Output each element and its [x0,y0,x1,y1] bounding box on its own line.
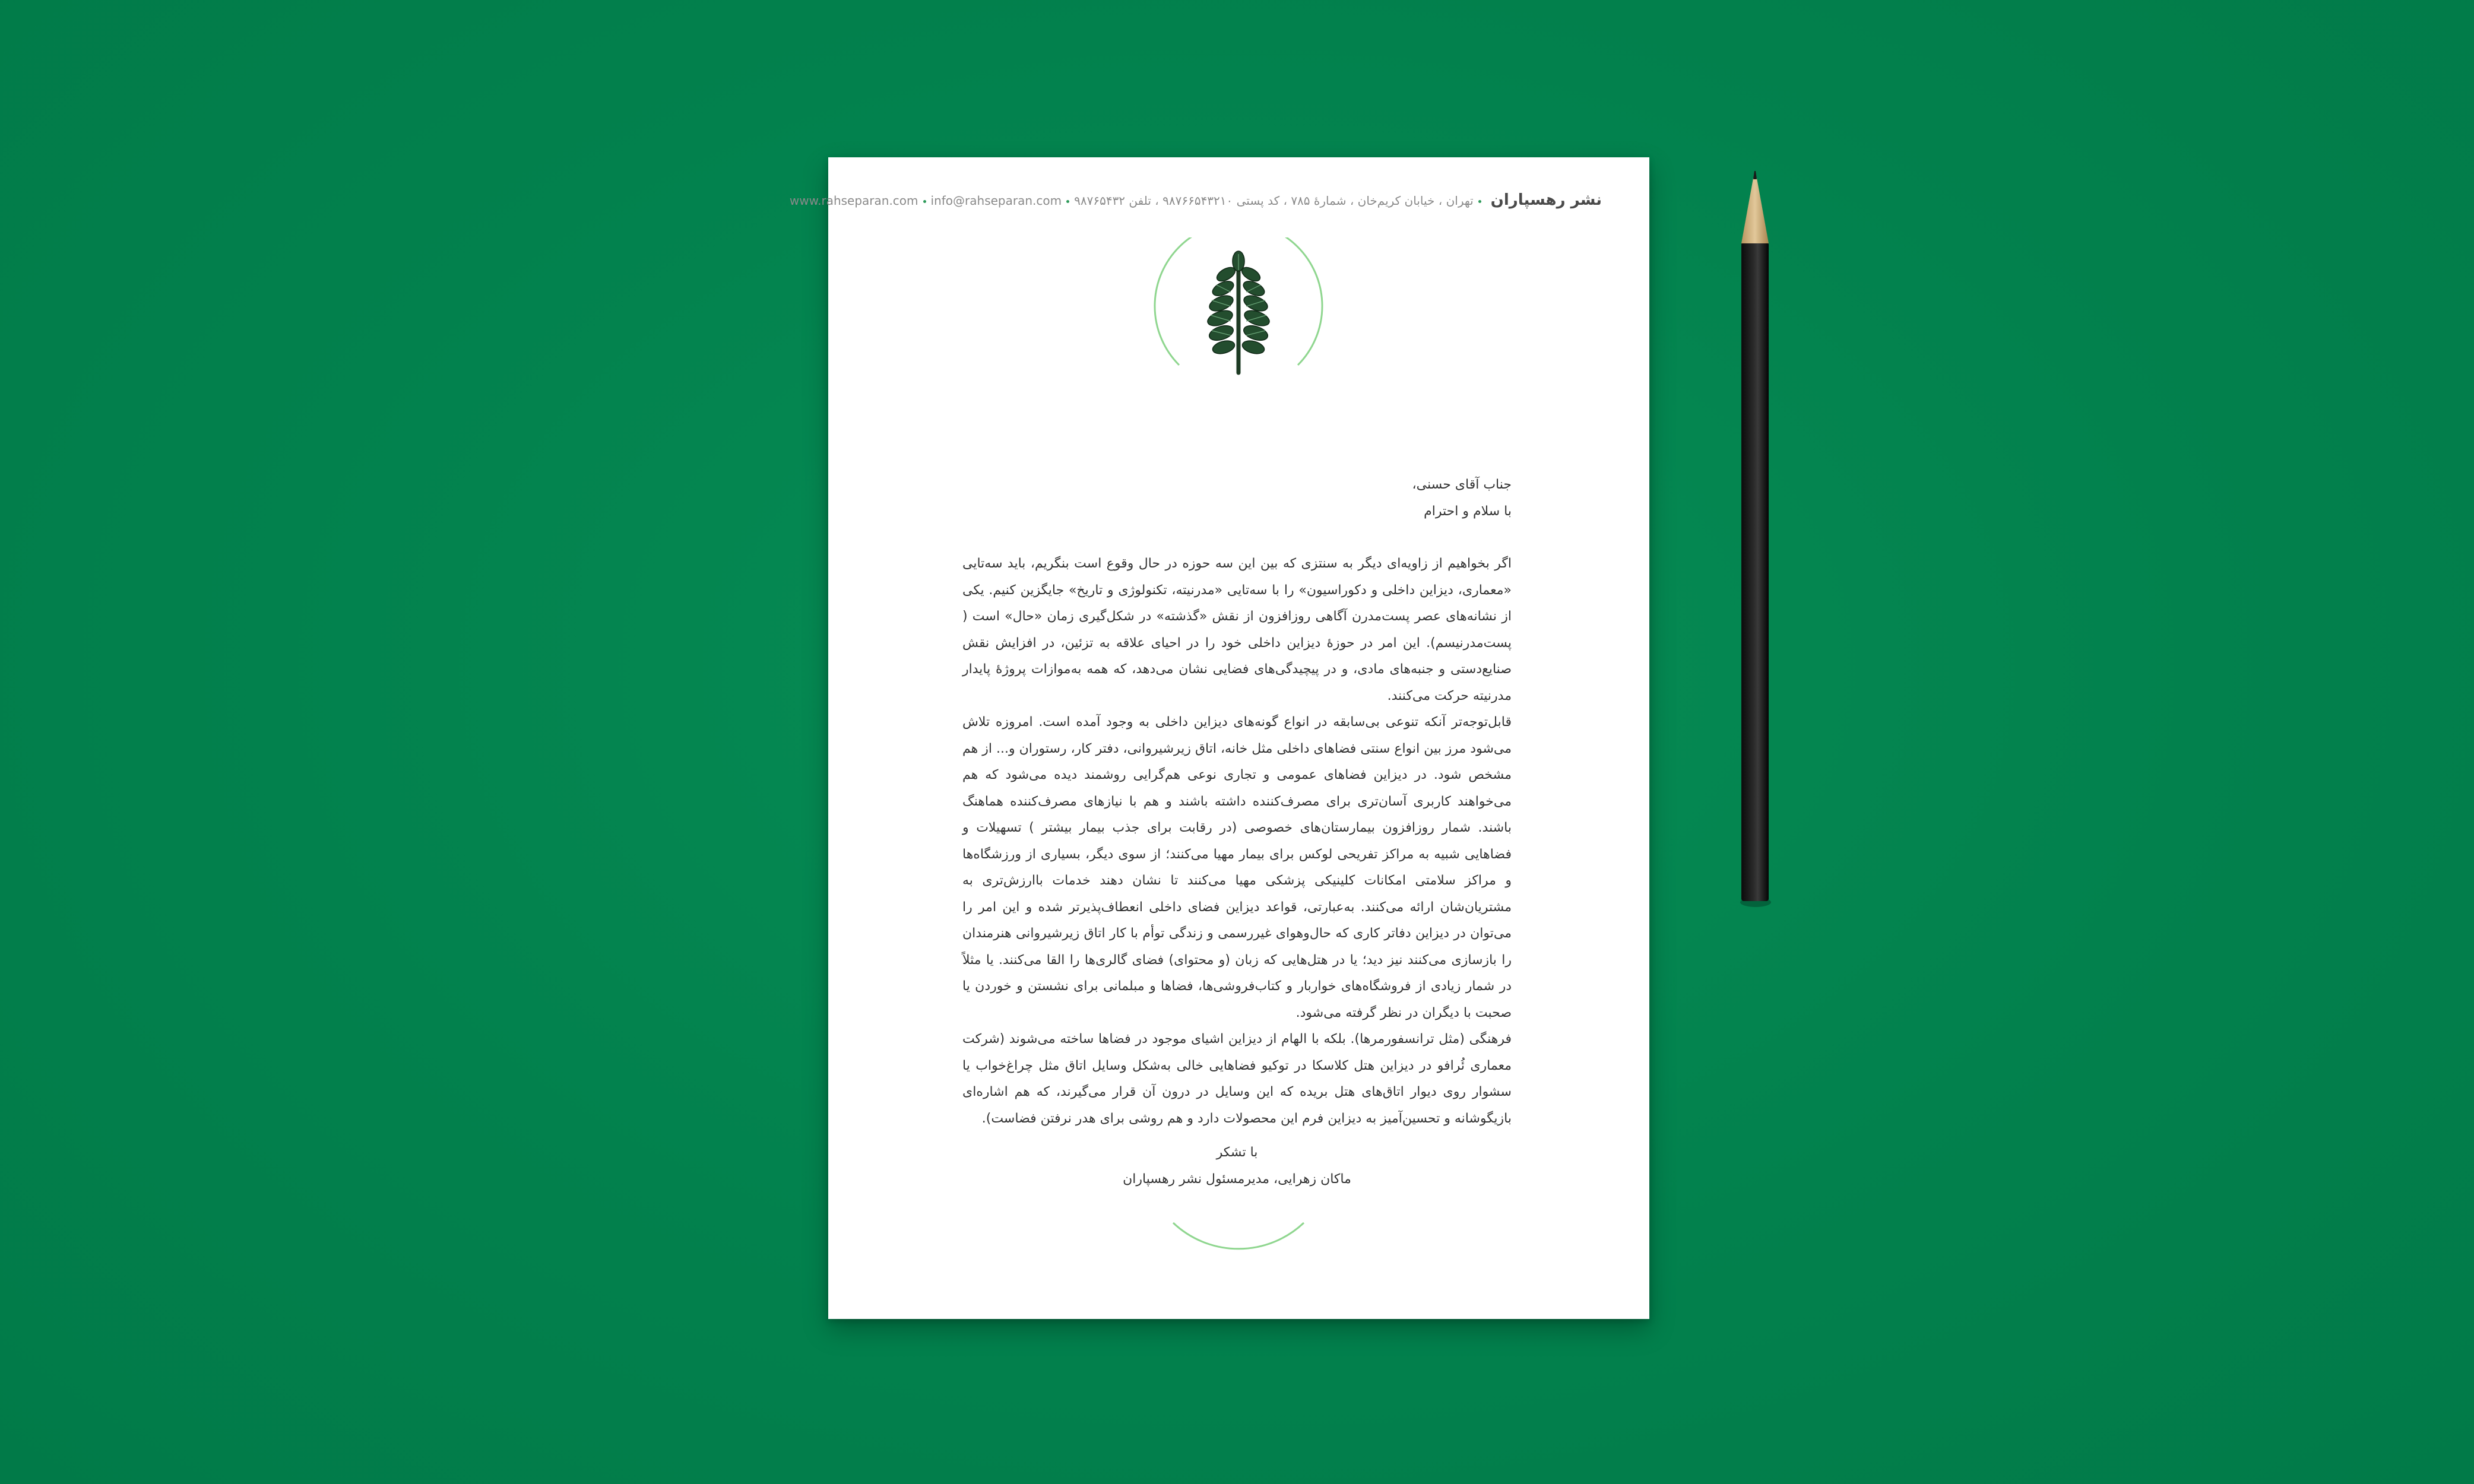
paragraph-1: اگر بخواهیم از زاویه‌ای دیگر به سنتزی که بین این سه حوزه در حال وقوع است بنگریم، باید سه‌تایی «معماری، دیزاین داخلی و دکوراسیون» را با سه‌تایی «مدرنیته، تکنولوژی و تاریخ» جایگزین کنیم. یکی از نشانه‌های عصر پست‌مدرن آگاهی روزافزون از نقش «گذشته» در شکل‌گیری زمان «حال» است ( پست‌مدرنیسم). این امر در حوزهٔ دیزاین داخلی خود را در احیای علاقه به تزئین، در افزایش نقش صنایع‌دستی و جنبه‌های مادی، و در پیچیدگی‌های فضایی نشان می‌دهد، که همه به‌موازات پروژهٔ پایدار مدرنیته حرکت می‌کنند. [962,556,1512,703]
website-link: www.rahseparan.com [789,194,918,208]
email-address: info@rahseparan.com [930,194,1062,208]
separator-dot [1478,200,1481,203]
closing-block [962,1140,1512,1193]
greeting-block [962,472,1512,525]
bottom-arc-decoration [1170,1220,1307,1285]
separator-dot [1066,200,1069,203]
salutation: جناب آقای حسنی، [1412,477,1512,492]
paragraph-3: فرهنگی (مثل ترانسفورمرها). بلکه با الهام از دیزاین اشیای موجود در فضاها ساخته می‌شوند (شرکت معماری ئُرافو در دیزاین هتل کلاسکا در توکیو فضاهایی خالی به‌شکل وسایل اتاق مثل چراغ‌خواب یا سشوار روی دیوار اتاق‌های هتل بریده که این وسایل در درون آن قرار می‌گیرند، که هم اشاره‌ای بازیگوشانه و تحسین‌آمیز به دیزاین فرم این محصولات دارد و هم روشی برای هدر نرفتن فضاست). [962,1032,1512,1126]
address-line: تهران ، خیابان کریم‌خان ، شمارهٔ ۷۸۵ ، کد پستی ۹۸۷۶۶۵۴۳۲۱۰ ، تلفن ۹۸۷۶۵۴۳۲ [1074,194,1474,208]
paragraph-2: قابل‌توجه‌تر آنکه تنوعی بی‌سابقه در انواع گونه‌های دیزاین داخلی به وجود آمده است. امروزه تلاش می‌شود مرز بین انواع سنتی فضاهای داخلی مثل خانه، اتاق زیرشیروانی، دفتر کار، رستوران و... از هم مشخص شود. در دیزاین فضاهای عمومی و تجاری نوعی هم‌گرایی روشمند دیده می‌شود که هم می‌خواهند کاربری آسان‌تری برای مصرف‌کننده داشته باشند و هم با نیازهای مصرف‌کننده هماهنگ باشند. شمار روزافزون بیمارستان‌های خصوصی (در رقابت برای جذب بیمار بیشتر ) تسهیلات و فضاهایی شبیه به مراکز تفریحی لوکس برای بیمار مهیا می‌کنند؛ از سوی دیگر، بسیاری از ورزشگاه‌ها و مراکز سلامتی امکانات کلینیکی پزشکی مهیا می‌کنند تا نشان دهند خدمات باارزش‌تری به مشتریان‌شان ارائه می‌کنند. به‌عبارتی، قواعد دیزاین فضای داخلی انعطاف‌پذیرتر شده و این امر را می‌توان در دیزاین دفاتر کاری که حال‌وهوای غیررسمی و زندگی توأم با کار اتاق زیرشیروانی هنرمندان را بازسازی می‌کنند نیز دید؛ یا در هتل‌هایی که زبان (و محتوای) فضای گالری‌ها را القا می‌کنند. یا مثلاً در شمار زیادی از فروشگاه‌های خواربار و کتاب‌فروشی‌ها، فضاها و مبلمانی برای نشستن و خوردن یا صحبت با دیگران در نظر گرفته می‌شود. [962,715,1512,1020]
signature-line: ماکان زهرایی، مدیرمسئول نشر رهسپاران [1123,1171,1351,1187]
letterhead [789,188,1602,212]
separator-dot [923,200,926,203]
leaf-branch-icon [1152,237,1325,410]
letter-page [789,157,1649,1319]
closing-line: با تشکر [1216,1145,1258,1160]
publisher-name: نشر رهسپاران [1490,191,1602,209]
letter-body [962,472,1512,1132]
pencil-icon [1737,171,1772,913]
greeting-line: با سلام و احترام [1424,503,1512,519]
